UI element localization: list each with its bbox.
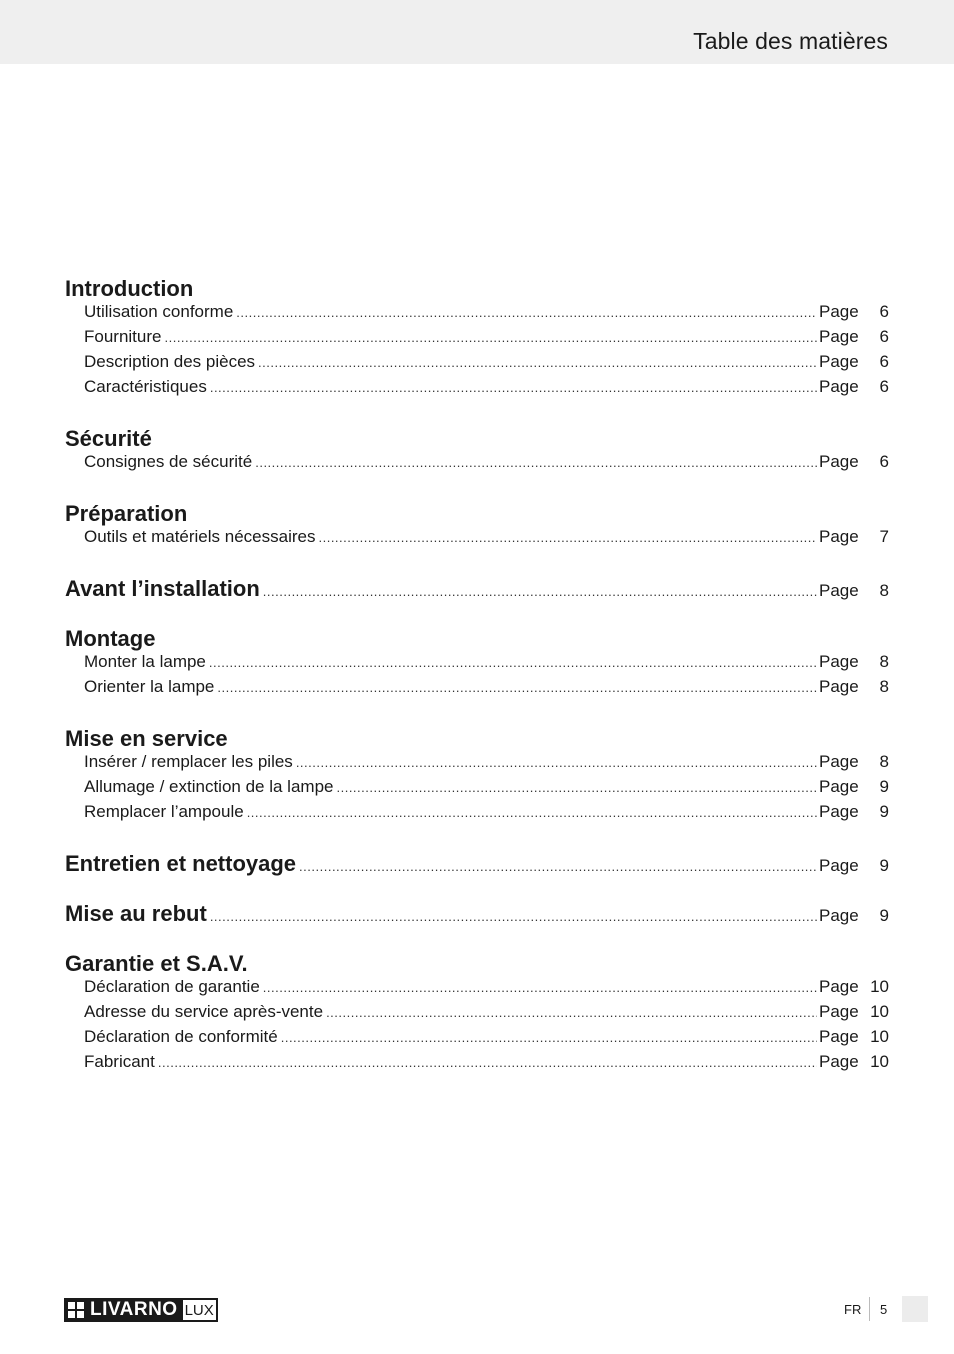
section-title: Garantie et S.A.V. — [65, 951, 248, 976]
toc-entry[interactable] — [65, 377, 889, 402]
page-number: 10 — [870, 1052, 889, 1071]
section-title: Mise au rebut — [65, 901, 207, 926]
entry-label: Orienter la lampe — [84, 677, 215, 696]
page-word: Page — [819, 652, 859, 671]
page-word: Page — [819, 856, 859, 875]
page-number: 10 — [870, 1027, 889, 1046]
entry-label: Déclaration de garantie — [84, 977, 260, 996]
toc-entry[interactable] — [65, 327, 889, 352]
entry-label: Description des pièces — [84, 352, 256, 371]
dot-leader — [210, 909, 817, 924]
page-number: 6 — [879, 327, 889, 346]
entry-label: Utilisation conforme — [84, 302, 234, 321]
dot-leader — [158, 1055, 817, 1070]
section-title: Sécurité — [65, 426, 152, 451]
section-title: Mise en service — [65, 726, 228, 751]
toc-section-introduction — [65, 276, 889, 402]
page-number: 9 — [879, 777, 889, 796]
entry-label: Outils et matériels nécessaires — [84, 527, 316, 546]
page-word: Page — [819, 1002, 859, 1021]
toc-section-mise-au-rebut[interactable] — [65, 901, 889, 927]
page-number: 9 — [879, 856, 889, 875]
page-number: 6 — [879, 352, 889, 371]
dot-leader — [247, 805, 817, 820]
page-word: Page — [819, 906, 859, 925]
dot-leader — [299, 859, 817, 874]
page-number: 9 — [879, 802, 889, 821]
page-word: Page — [819, 581, 859, 600]
dot-leader — [210, 380, 817, 395]
page-number: 8 — [879, 677, 889, 696]
page-word: Page — [819, 327, 859, 346]
page-number: 6 — [879, 302, 889, 321]
brand-logo — [64, 1298, 218, 1322]
toc-entry[interactable] — [65, 527, 889, 552]
toc-section-securite — [65, 426, 889, 477]
entry-label: Allumage / extinction de la lampe — [84, 777, 334, 796]
section-title: Entretien et nettoyage — [65, 851, 297, 876]
toc-entry[interactable] — [65, 1052, 889, 1077]
toc-section-preparation — [65, 501, 889, 552]
page-word: Page — [819, 752, 859, 771]
page-word: Page — [819, 1052, 859, 1071]
toc-entry[interactable] — [65, 677, 889, 702]
page-word: Page — [819, 1027, 859, 1046]
dot-leader — [209, 655, 817, 670]
toc-section-avant-installation[interactable] — [65, 576, 889, 602]
dot-leader — [336, 780, 817, 795]
entry-label: Caractéristiques — [84, 377, 207, 396]
logo-text: LIVARNO — [90, 1299, 178, 1320]
page-number: 6 — [879, 452, 889, 471]
page-word: Page — [819, 452, 859, 471]
page-number: 8 — [879, 652, 889, 671]
page-number: 8 — [879, 752, 889, 771]
dot-leader — [164, 330, 817, 345]
page-word: Page — [819, 302, 859, 321]
toc-entry[interactable] — [65, 452, 889, 477]
page-word: Page — [819, 677, 859, 696]
section-title: Montage — [65, 626, 156, 651]
footer-tab-marker — [902, 1296, 928, 1322]
page-number: 9 — [879, 906, 889, 925]
entry-label: Remplacer l’ampoule — [84, 802, 244, 821]
page-word: Page — [819, 352, 859, 371]
entry-label: Monter la lampe — [84, 652, 206, 671]
entry-label: Déclaration de conformité — [84, 1027, 278, 1046]
toc-section-entretien[interactable] — [65, 851, 889, 877]
logo-suffix: LUX — [181, 1298, 218, 1322]
page-title: Table des matières — [693, 28, 888, 54]
page-number: 7 — [879, 527, 889, 546]
section-title: Introduction — [65, 276, 194, 301]
footer-divider — [869, 1297, 870, 1321]
dot-leader — [296, 755, 817, 770]
page-word: Page — [819, 802, 859, 821]
dot-leader — [326, 1005, 817, 1020]
table-of-contents — [65, 276, 889, 1077]
section-title: Préparation — [65, 501, 188, 526]
toc-entry[interactable] — [65, 802, 889, 827]
toc-section-garantie — [65, 951, 889, 1077]
toc-entry[interactable] — [65, 1027, 889, 1052]
dot-leader — [255, 455, 817, 470]
page-number: 10 — [870, 1002, 889, 1021]
logo-squares-icon — [68, 1302, 84, 1318]
language-code: FR — [844, 1302, 862, 1317]
toc-entry[interactable] — [65, 752, 889, 777]
entry-label: Consignes de sécurité — [84, 452, 253, 471]
entry-label: Insérer / remplacer les piles — [84, 752, 293, 771]
toc-entry[interactable] — [65, 652, 889, 677]
toc-entry[interactable] — [65, 352, 889, 377]
dot-leader — [236, 305, 817, 320]
dot-leader — [263, 980, 817, 995]
dot-leader — [281, 1030, 817, 1045]
page-number: 6 — [879, 377, 889, 396]
toc-entry[interactable] — [65, 977, 889, 1002]
page-number: 8 — [879, 581, 889, 600]
toc-entry[interactable] — [65, 302, 889, 327]
page-word: Page — [819, 377, 859, 396]
dot-leader — [263, 584, 817, 599]
toc-section-mise-en-service — [65, 726, 889, 827]
page-number: 10 — [870, 977, 889, 996]
dot-leader — [217, 680, 817, 695]
entry-label: Fabricant — [84, 1052, 155, 1071]
dot-leader — [258, 355, 817, 370]
toc-section-montage — [65, 626, 889, 702]
dot-leader — [318, 530, 817, 545]
entry-label: Adresse du service après-vente — [84, 1002, 324, 1021]
page-word: Page — [819, 777, 859, 796]
toc-entry[interactable] — [65, 777, 889, 802]
section-title: Avant l’installation — [65, 576, 260, 601]
entry-label: Fourniture — [84, 327, 162, 346]
page-word: Page — [819, 977, 859, 996]
page-number-footer: 5 — [880, 1302, 888, 1317]
toc-entry[interactable] — [65, 1002, 889, 1027]
page-word: Page — [819, 527, 859, 546]
